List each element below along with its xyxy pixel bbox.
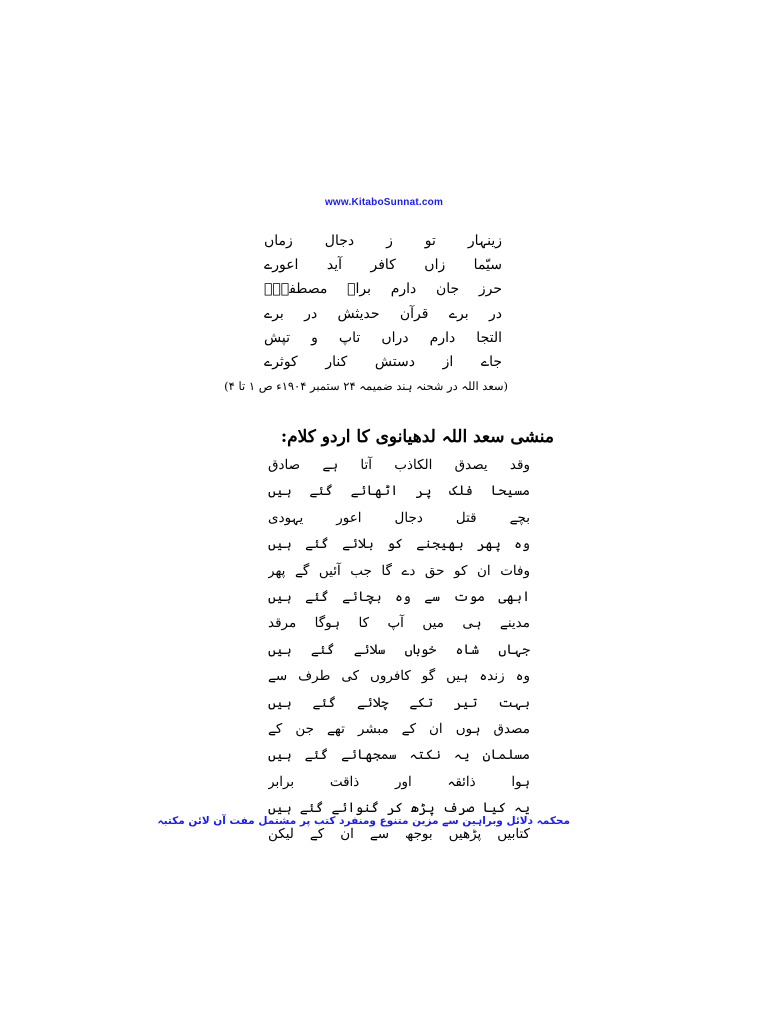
persian-poem-line: جاے از دستش کنار کوثرے [264, 353, 502, 370]
persian-poem-line: التجا دارم دراں تاپ و تپش [264, 329, 502, 346]
urdu-poem-line: مدینے ہی میں آپ کا ہوگا مرقد [268, 615, 530, 632]
urdu-poem-line: بچے قتل دجال اعور یہودی [268, 509, 530, 526]
urdu-poem-line: وہ پھر بھیجنے کو بلائے گئے ہیں [268, 536, 530, 553]
urdu-poem-line: کتابیں پڑھیں بوجھ سے ان کے لیکن [268, 826, 530, 843]
urdu-poem-line: جہاں شاہ خوباں سلائے گئے ہیں [268, 641, 530, 658]
urdu-poem-line: بہت تیر تکے چلائے گئے ہیں [268, 694, 530, 711]
urdu-poem-line: وہ زندہ ہیں گو کافروں کی طرف سے [268, 668, 530, 685]
section-heading: منشی سعد اللہ لدھیانوی کا اردو کلام: [280, 427, 554, 447]
urdu-poem-line: وقد یصدق الکاذب آتا ہے صادق [268, 457, 530, 473]
urdu-poem-line: یہ کیا صرف پڑھ کر گنوائے گئے ہیں [268, 800, 530, 817]
persian-poem-line: زینہار تو ز دجال زماں [264, 233, 502, 249]
site-url-link[interactable]: www.KitaboSunnat.com [324, 197, 444, 208]
persian-poem [264, 229, 502, 374]
urdu-poem-line: مصدق ہوں ان کے مبشر تھے جن کے [268, 720, 530, 737]
urdu-poem-line: ابھی موت سے وہ بچائے گئے ہیں [268, 588, 530, 605]
urdu-poem-line: مسیحا فلک پر اٹھائے گئے ہیں [268, 483, 530, 500]
urdu-poem-line: ہوا ذائقہ اور ذاقت برابر [268, 773, 530, 790]
urdu-poem-line: وفات ان کو حق دے گا جب آئیں گے پھر [268, 562, 530, 579]
poem-citation: (سعد اللہ در شحنہ ہند ضمیمہ ۲۴ ستمبر ۱۹۰۴ء ص ۱ تا ۴) [224, 379, 508, 393]
persian-poem-line: در برے قرآن حدیثش در برے [264, 305, 502, 322]
urdu-poem-line: مسلمان یہ نکتہ سمجھائے گئے ہیں [268, 747, 530, 764]
urdu-poem [268, 452, 530, 848]
library-footer-note: محکمہ دلائل وبراہین سے مزین متنوع ومنفرد کتب پر مشتمل مفت آن لائن مکتبہ [157, 815, 570, 827]
persian-poem-line: سیّما زاں کافر آید اعورے [264, 257, 502, 274]
persian-poem-line: حرز جان دارم براہ مصطفیٰؐ [264, 281, 502, 298]
